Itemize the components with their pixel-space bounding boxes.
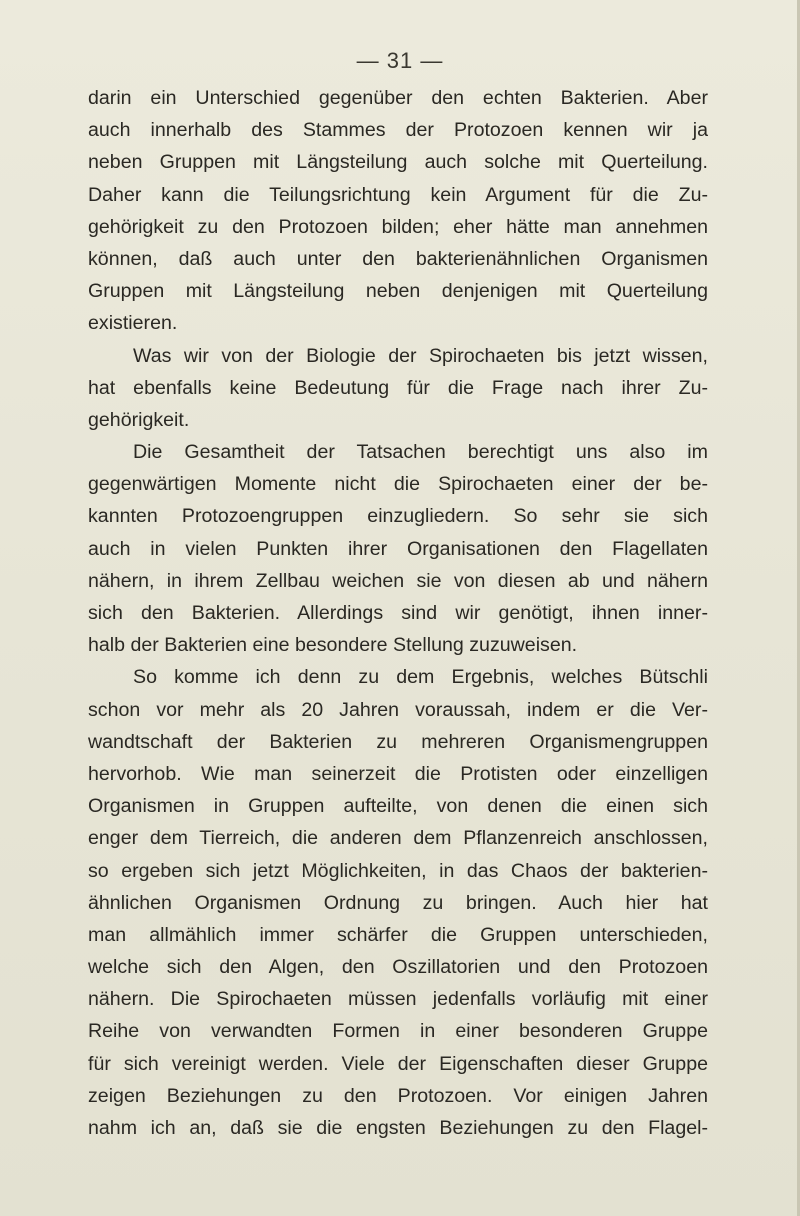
paragraph-first-line: Die Gesamtheit der Tatsachen berechtigt uns also im <box>133 441 708 464</box>
body-text <box>88 82 708 1144</box>
text-line: existieren. <box>88 312 178 335</box>
text-line: Daher kann die Teilungsrichtung kein Argument für die Zu- <box>88 183 708 206</box>
text-line: gehörigkeit zu den Protozoen bilden; eher hätte man annehmen <box>88 215 708 238</box>
text-line: gehörigkeit. <box>88 408 190 431</box>
text-line: halb der Bakterien eine besondere Stellung zuzuweisen. <box>88 634 578 657</box>
text-line: Organismen in Gruppen aufteilte, von denen die einen sich <box>88 795 708 818</box>
text-line: können, daß auch unter den bakterienähnlichen Organismen <box>88 247 708 270</box>
text-line: auch in vielen Punkten ihrer Organisationen den Flagellaten <box>88 537 708 560</box>
text-line: hat ebenfalls keine Bedeutung für die Frage nach ihrer Zu- <box>88 376 708 399</box>
text-line: auch innerhalb des Stammes der Protozoen kennen wir ja <box>88 119 708 142</box>
text-line: darin ein Unterschied gegenüber den echten Bakterien. Aber <box>88 87 708 109</box>
text-line: nähern, in ihrem Zellbau weichen sie von diesen ab und nähern <box>88 569 708 592</box>
text-line: enger dem Tierreich, die anderen dem Pflanzenreich anschlossen, <box>88 827 708 850</box>
text-line: so ergeben sich jetzt Möglichkeiten, in das Chaos der bakterien- <box>88 859 708 882</box>
text-line: nähern. Die Spirochaeten müssen jedenfalls vorläufig mit einer <box>88 988 708 1011</box>
text-line: man allmählich immer schärfer die Gruppen unterschieden, <box>88 923 708 946</box>
page-number: — 31 — <box>356 48 444 73</box>
text-line: schon vor mehr als 20 Jahren voraussah, indem er die Ver- <box>88 698 708 721</box>
text-line: neben Gruppen mit Längsteilung auch solche mit Querteilung. <box>88 151 708 174</box>
text-line: gegenwärtigen Momente nicht die Spirochaeten einer der be- <box>88 473 708 496</box>
text-line: wandtschaft der Bakterien zu mehreren Organismengruppen <box>88 730 708 753</box>
paragraph-first-line: Was wir von der Biologie der Spirochaeten bis jetzt wissen, <box>133 344 708 367</box>
text-line: nahm ich an, daß sie die engsten Beziehungen zu den Flagel- <box>88 1117 708 1139</box>
text-line: Gruppen mit Längsteilung neben denjenigen mit Querteilung <box>88 280 708 303</box>
text-line: sich den Bakterien. Allerdings sind wir genötigt, ihnen inner- <box>88 602 708 624</box>
text-line: welche sich den Algen, den Oszillatorien und den Protozoen <box>88 956 708 979</box>
text-line: Reihe von verwandten Formen in einer besonderen Gruppe <box>88 1020 708 1043</box>
text-line: zeigen Beziehungen zu den Protozoen. Vor einigen Jahren <box>88 1084 708 1107</box>
paragraph-first-line: So komme ich denn zu dem Ergebnis, welches Bütschli <box>133 666 708 689</box>
text-line: für sich vereinigt werden. Viele der Eigenschaften dieser Gruppe <box>88 1052 708 1075</box>
text-line: hervorhob. Wie man seinerzeit die Protisten oder einzelligen <box>88 762 708 785</box>
text-line: ähnlichen Organismen Ordnung zu bringen. Auch hier hat <box>88 891 708 914</box>
text-line: kannten Protozoengruppen einzugliedern. So sehr sie sich <box>88 505 708 528</box>
